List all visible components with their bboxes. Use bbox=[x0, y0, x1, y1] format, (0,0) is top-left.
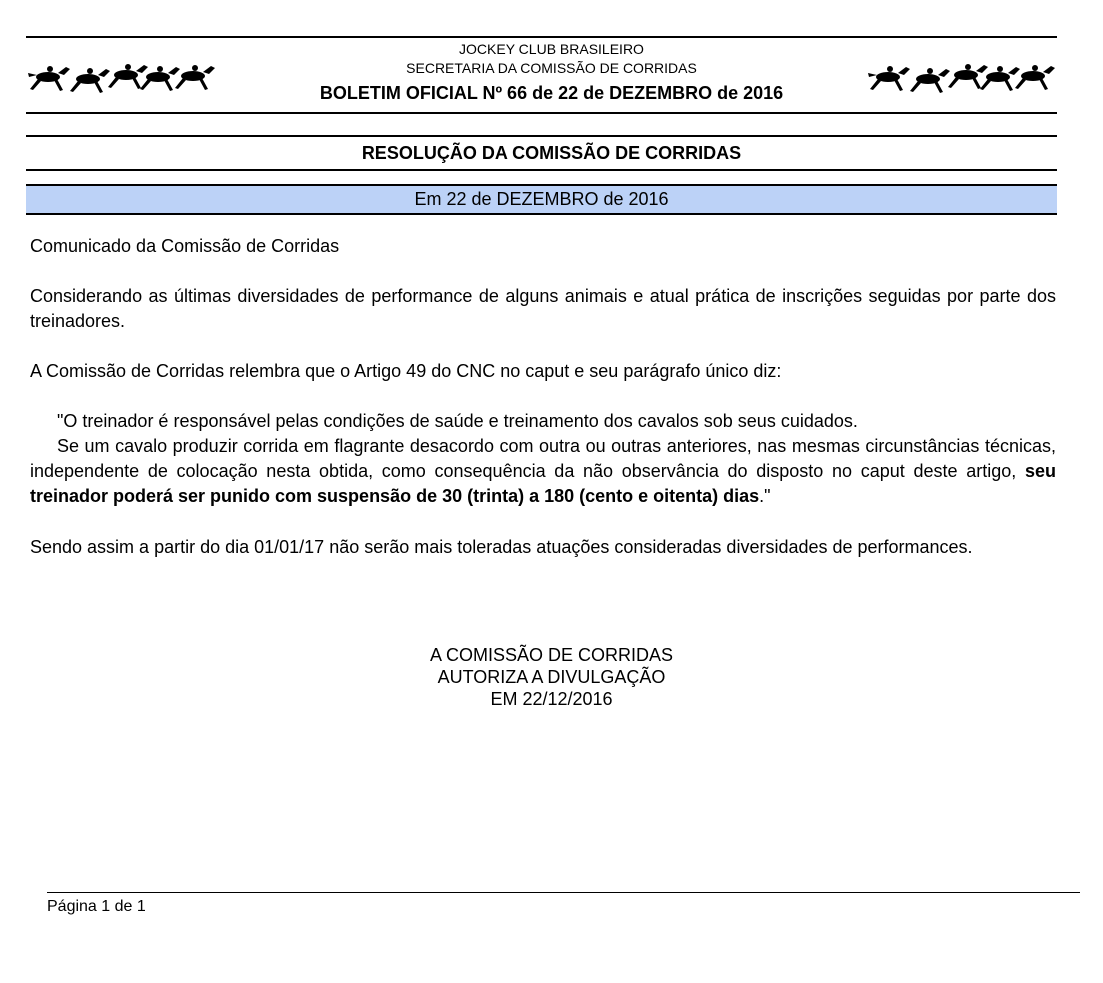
resolution-bottom-rule bbox=[26, 169, 1057, 171]
quote-paragraph-2 bbox=[30, 434, 1056, 509]
header-top-rule bbox=[26, 36, 1057, 38]
organization-department: SECRETARIA DA COMISSÃO DE CORRIDAS bbox=[406, 60, 697, 76]
quote-paragraph-1: "O treinador é responsável pelas condições de saúde e treinamento dos cavalos sob seus cuidados. bbox=[57, 411, 858, 431]
paragraph-article-reference: A Comissão de Corridas relembra que o Artigo 49 do CNC no caput e seu parágrafo único diz: bbox=[30, 361, 782, 381]
page-number: Página 1 de 1 bbox=[47, 898, 146, 915]
signature-line-2: AUTORIZA A DIVULGAÇÃO bbox=[437, 667, 666, 687]
resolution-top-rule bbox=[26, 135, 1057, 137]
footer-rule bbox=[47, 892, 1080, 893]
paragraph-considering: Considerando as últimas diversidades de performance de alguns animais e atual prática de inscrições seguidas por parte dos treinadores. bbox=[30, 286, 1056, 331]
signature-line-1: A COMISSÃO DE CORRIDAS bbox=[429, 645, 674, 665]
quote-text-end: ." bbox=[759, 486, 771, 506]
paragraph-conclusion: Sendo assim a partir do dia 01/01/17 não serão mais toleradas atuações consideradas diversidades de performances. bbox=[30, 537, 973, 557]
bulletin-title: BOLETIM OFICIAL Nº 66 de 22 de DEZEMBRO de 2016 bbox=[319, 83, 784, 103]
quote-text-start: Se um cavalo produzir corrida em flagrante desacordo com outra ou outras anteriores, nas mesmas circunstâncias técnicas, independente de colocação nesta obtida, como consequência da não observância do disposto no caput deste artigo, bbox=[30, 436, 1056, 481]
paragraph-communique: Comunicado da Comissão de Corridas bbox=[30, 236, 340, 256]
header-bottom-rule bbox=[26, 112, 1057, 114]
signature-line-3: EM 22/12/2016 bbox=[490, 689, 613, 709]
resolution-title: RESOLUÇÃO DA COMISSÃO DE CORRIDAS bbox=[361, 143, 742, 163]
quote-text-bold: seu treinador poderá ser punido com suspensão de 30 (trinta) a 180 (cento e oitenta) dias bbox=[30, 461, 1056, 506]
organization-name: JOCKEY CLUB BRASILEIRO bbox=[459, 41, 644, 57]
date-band: Em 22 de DEZEMBRO de 2016 bbox=[26, 184, 1057, 215]
